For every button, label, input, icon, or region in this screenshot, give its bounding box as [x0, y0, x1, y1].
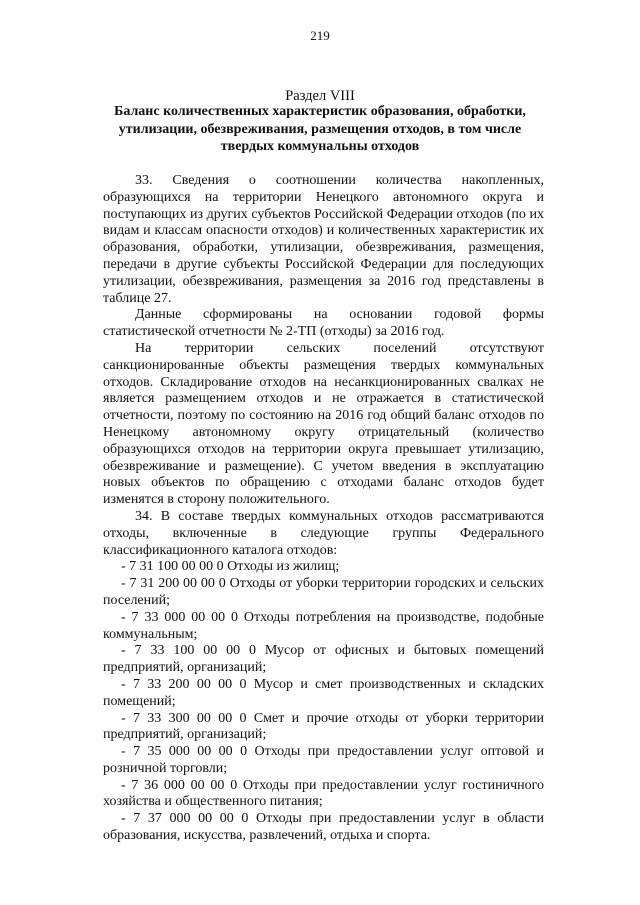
paragraph: Данные сформированы на основании годовой формы статистической отчетности № 2-ТП (отходы) за 2016 год.: [103, 307, 544, 340]
body-text: [103, 173, 544, 845]
list-item: - 7 37 000 00 00 0 Отходы при предоставлении услуг в области образования, искусства, развлечений, отдыха и спорта.: [103, 811, 544, 844]
list-item: - 7 31 100 00 00 0 Отходы из жилищ;: [121, 559, 340, 575]
paragraph: 34. В составе твердых коммунальных отходов рассматриваются отходы, включенные в следующие группы Федерального классификационного каталога отходов:: [103, 508, 544, 558]
list-item: - 7 33 200 00 00 0 Мусор и смет производственных и складских помещений;: [103, 676, 544, 709]
list-item: - 7 31 200 00 00 0 Отходы от уборки территории городских и сельских поселений;: [103, 576, 544, 608]
list-item: - 7 36 000 00 00 0 Отходы при предоставлении услуг гостиничного хозяйства и общественного питания;: [103, 777, 544, 810]
list-item: - 7 33 300 00 00 0 Смет и прочие отходы от уборки территории предприятий, организаций;: [103, 710, 544, 743]
section-title: Баланс количественных характеристик образования, обработки, утилизации, обезвреживания, размещения отходов, в том числе твердых коммунальны отходов: [114, 104, 526, 154]
list-item: - 7 33 100 00 00 0 Мусор от офисных и бытовых помещений предприятий, организаций;: [103, 643, 544, 676]
list-item: - 7 35 000 00 00 0 Отходы при предоставлении услуг оптовой и розничной торговли;: [103, 744, 544, 776]
page-number: 219: [310, 28, 330, 43]
section-label: Раздел VIII: [285, 88, 355, 104]
paragraph: На территории сельских поселений отсутствуют санкционированные объекты размещения твердых коммунальных отходов. Складирование отходов на несанкционированных свалках не является размещением отходов и не отражается в статистической отчетности, поэтому по состоянию на 2016 год общий баланс отходов по Ненецкому автономному округу отрицательный (количество образующихся отходов на территории округа превышает утилизацию, обезвреживание и размещение). С учетом введения в эксплуатацию новых объектов по обращению с отходами баланс отходов будет изменятся в сторону положительного.: [103, 340, 544, 508]
list-item: - 7 33 000 00 00 0 Отходы потребления на производстве, подобные коммунальным;: [103, 609, 544, 642]
paragraph: 33. Сведения о соотношении количества накопленных, образующихся на территории Ненецкого автономного округа и поступающих из других субъектов Российской Федерации отходов (по их видам и классам опасности отходов) и количественных характеристик их образования, обработки, утилизации, обезвреживания, размещения, передачи в другие субъекты Российской Федерации для последующих утилизации, обезвреживания, размещения за 2016 год представлены в таблице 27.: [103, 173, 544, 306]
